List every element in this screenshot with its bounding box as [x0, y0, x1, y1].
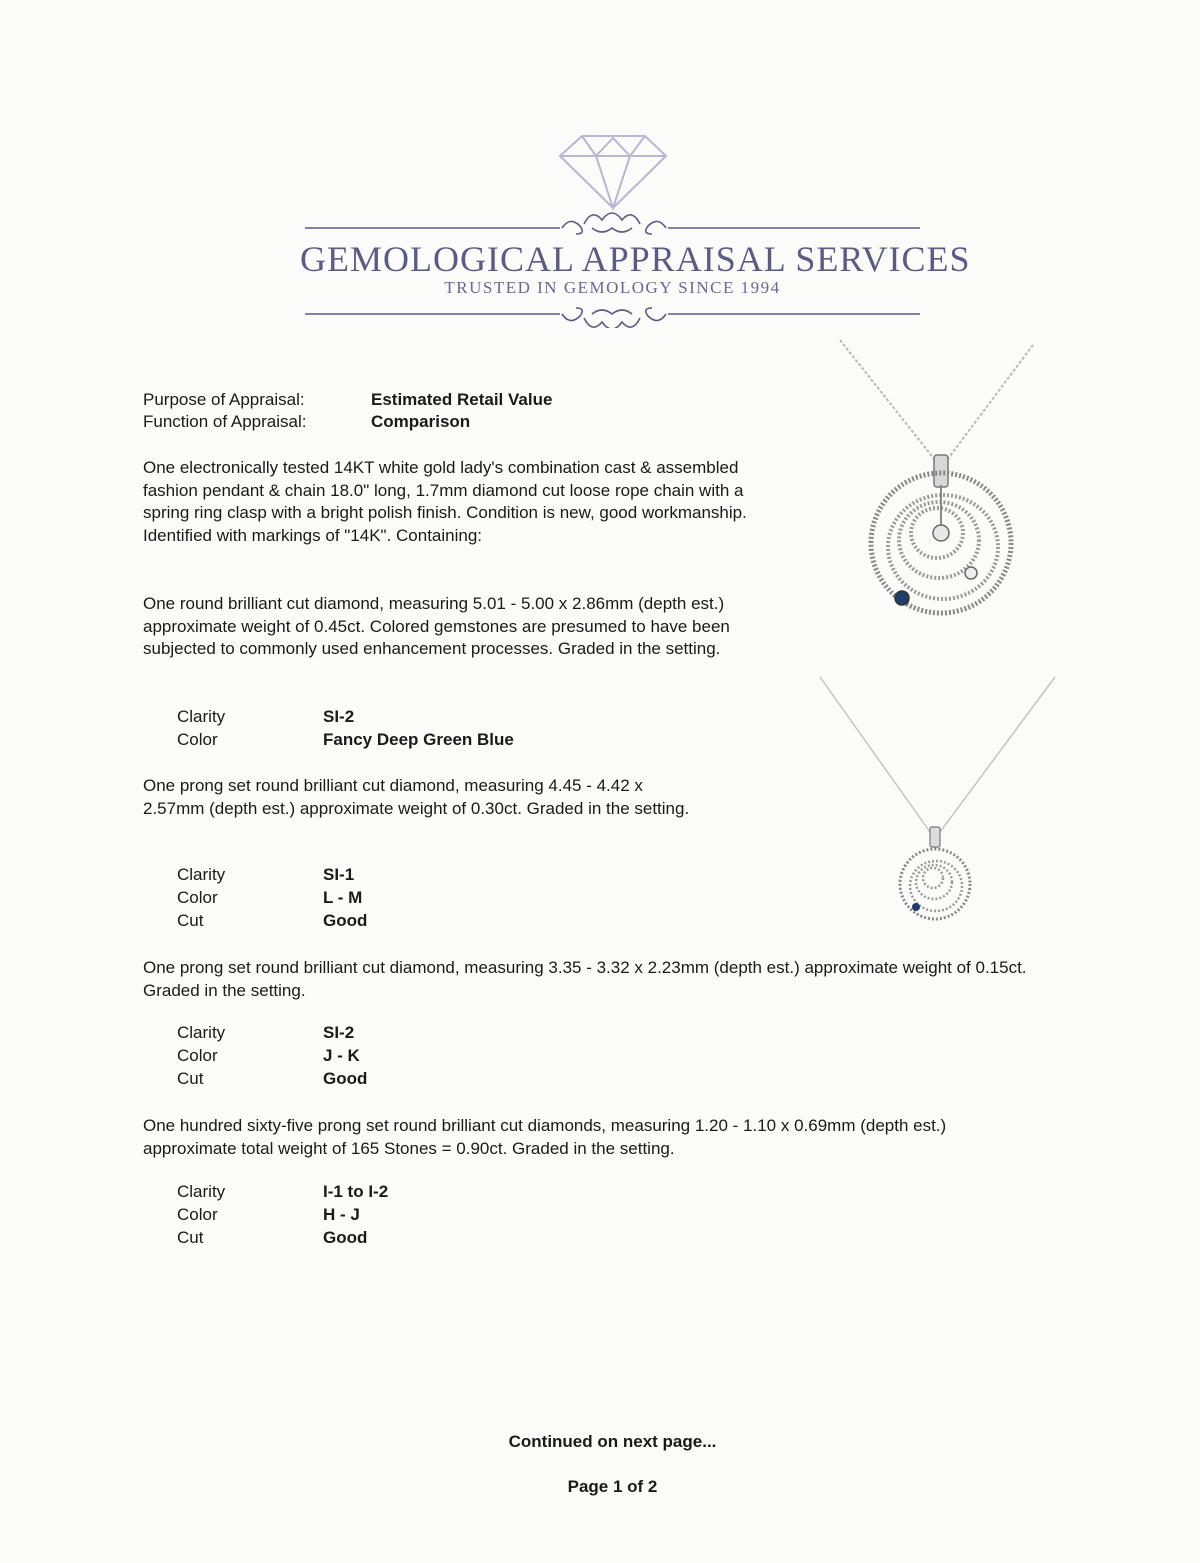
grade-row: [177, 1067, 367, 1090]
grade-label: Color: [177, 888, 218, 907]
pendant-chain-photo: [815, 672, 1060, 924]
grade-label: Clarity: [177, 707, 226, 726]
grade-label: Cut: [177, 1069, 204, 1088]
purpose-value: Estimated Retail Value: [371, 390, 553, 409]
appraisal-purpose: [143, 389, 552, 433]
item-description: One electronically tested 14KT white gold lady's combination cast & assembled fashion pendant & chain 18.0" long, 1.7mm diamond cut loose rope chain with a spring ring clasp with a bright polish finish. Condition is new, good workmanship. Identified with markings of "14K". Containing:: [143, 458, 747, 545]
grade-row: [177, 728, 514, 751]
grade-label: Color: [177, 730, 218, 749]
function-row: [143, 411, 552, 433]
purpose-row: [143, 389, 552, 411]
stone-description: One prong set round brilliant cut diamond, measuring 3.35 - 3.32 x 2.23mm (depth est.) approximate weight of 0.15ct. Graded in the setting.: [143, 958, 1027, 1000]
diamond-icon: [300, 128, 971, 328]
grade-label: Cut: [177, 1228, 204, 1247]
function-label: Function of Appraisal:: [143, 412, 307, 431]
grade-row: [177, 705, 514, 728]
pendant-closeup-photo: [835, 335, 1045, 625]
grade-label: Clarity: [177, 1182, 226, 1201]
grade-label: Cut: [177, 911, 204, 930]
grade-value: H - J: [323, 1205, 360, 1224]
stone-description: One hundred sixty-five prong set round brilliant cut diamonds, measuring 1.20 - 1.10 x 0.69mm (depth est.) approximate total weight of 165 Stones = 0.90ct. Graded in the setting.: [143, 1116, 947, 1158]
purpose-label: Purpose of Appraisal:: [143, 390, 305, 409]
stone-grades: [177, 1180, 388, 1249]
stone-description: One prong set round brilliant cut diamond, measuring 4.45 - 4.42 x 2.57mm (depth est.) approximate weight of 0.30ct. Graded in the setting.: [143, 776, 690, 818]
stone-grades: [177, 1021, 367, 1090]
grade-value: SI-1: [323, 865, 355, 884]
company-name: GEMOLOGICAL APPRAISAL SERVICES: [300, 239, 971, 279]
grade-row: [177, 886, 367, 909]
grade-row: [177, 1044, 367, 1067]
grade-row: [177, 1021, 367, 1044]
grade-label: Color: [177, 1205, 218, 1224]
grade-value: Fancy Deep Green Blue: [323, 730, 514, 749]
company-tagline: TRUSTED IN GEMOLOGY SINCE 1994: [444, 278, 781, 297]
grade-row: [177, 1226, 388, 1249]
grade-value: J - K: [323, 1046, 360, 1065]
continued-note: Continued on next page...: [508, 1432, 717, 1451]
stone-grades: [177, 705, 514, 751]
grade-value: L - M: [323, 888, 363, 907]
grade-value: SI-2: [323, 707, 355, 726]
company-logo: [300, 128, 971, 328]
grade-label: Color: [177, 1046, 218, 1065]
grade-label: Clarity: [177, 1023, 226, 1042]
grade-value: Good: [323, 911, 368, 930]
grade-value: Good: [323, 1228, 368, 1247]
grade-value: Good: [323, 1069, 368, 1088]
stone-description: One round brilliant cut diamond, measuring 5.01 - 5.00 x 2.86mm (depth est.) approximate weight of 0.45ct. Colored gemstones are presumed to have been subjected to commonly used enhancement processes. Graded in the setting.: [143, 594, 730, 658]
function-value: Comparison: [371, 412, 471, 431]
grade-value: I-1 to I-2: [323, 1182, 389, 1201]
page-number: Page 1 of 2: [567, 1477, 658, 1496]
grade-row: [177, 863, 367, 886]
grade-label: Clarity: [177, 865, 226, 884]
grade-row: [177, 1203, 388, 1226]
grade-value: SI-2: [323, 1023, 355, 1042]
stone-grades: [177, 863, 367, 932]
grade-row: [177, 1180, 388, 1203]
grade-row: [177, 909, 367, 932]
